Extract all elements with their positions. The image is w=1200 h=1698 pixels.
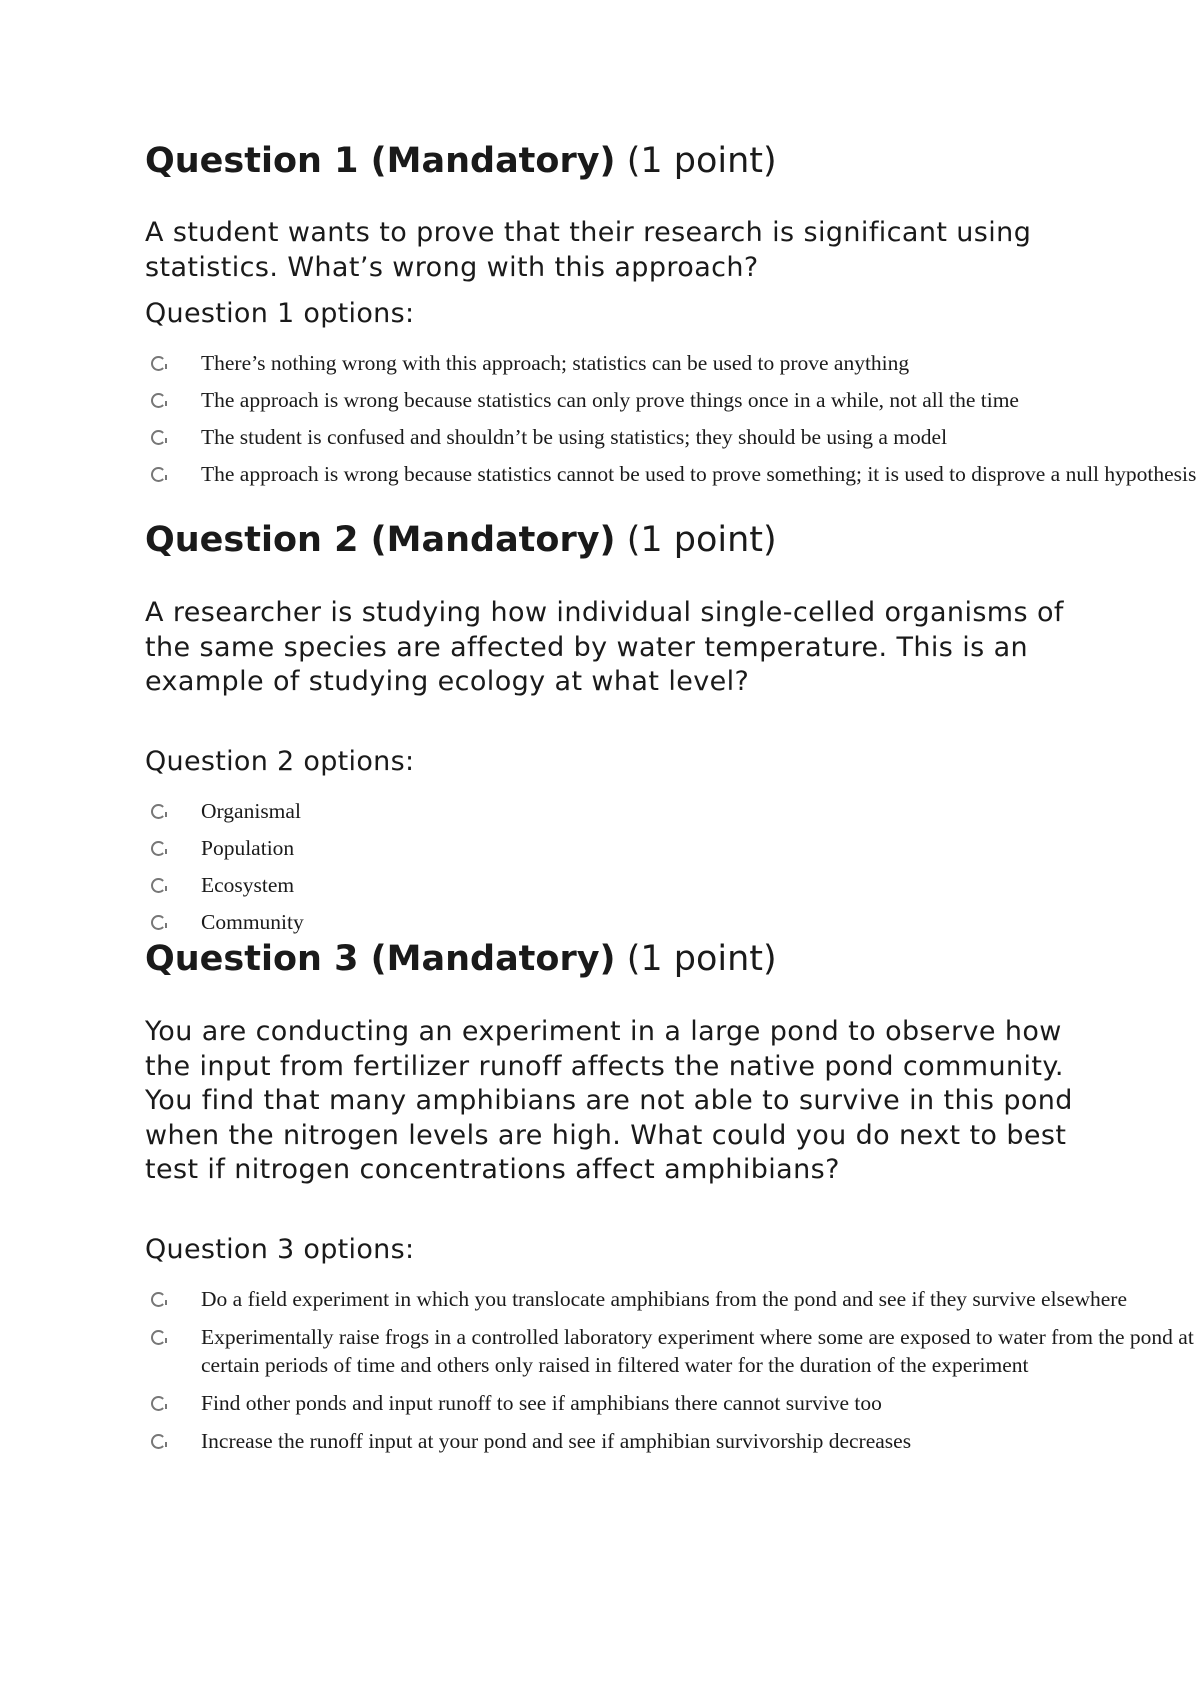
question-1-points: (1 point) [626, 141, 777, 181]
question-2-prompt: A researcher is studying how individual single-celled organisms of the same species are affected by water temperature. This is an example of studying ecology at what level? [145, 597, 1064, 697]
question-2-heading [145, 519, 777, 561]
question-1-heading [145, 140, 777, 182]
question-3-heading [145, 938, 777, 980]
question-1-option-1[interactable] [145, 349, 1200, 377]
option-label: Find other ponds and input runoff to see if amphibians there cannot survive too [201, 1391, 882, 1415]
radio-button-icon[interactable] [151, 878, 166, 893]
option-label: Increase the runoff input at your pond and see if amphibian survivorship decreases [201, 1429, 912, 1453]
option-label: Population [201, 836, 295, 860]
question-2-points: (1 point) [626, 520, 777, 560]
radio-button-icon[interactable] [151, 356, 166, 371]
question-1-prompt: A student wants to prove that their research is significant using statistics. What’s wrong with this approach? [145, 217, 1032, 283]
question-2-option-1[interactable] [145, 797, 1200, 825]
option-label: Experimentally raise frogs in a controlled laboratory experiment where some are exposed to water from the pond at certain periods of time and others only raised in filtered water for the duration of the experiment [201, 1325, 1194, 1377]
question-2-option-3[interactable] [145, 871, 1200, 899]
radio-button-icon[interactable] [151, 1292, 166, 1307]
question-3-points: (1 point) [626, 939, 777, 979]
question-1-option-4[interactable] [145, 460, 1200, 488]
question-1-title: Question 1 (Mandatory) [145, 141, 616, 181]
question-3-options [145, 1285, 1200, 1455]
option-label: Community [201, 910, 304, 934]
option-label: Do a field experiment in which you translocate amphibians from the pond and see if they survive elsewhere [201, 1287, 1128, 1311]
radio-button-icon[interactable] [151, 393, 166, 408]
question-1-option-2[interactable] [145, 386, 1200, 414]
radio-button-icon[interactable] [151, 804, 166, 819]
question-2-option-4[interactable] [145, 908, 1200, 936]
question-2-options [145, 797, 1200, 936]
radio-button-icon[interactable] [151, 1434, 166, 1449]
radio-button-icon[interactable] [151, 1330, 166, 1345]
radio-button-icon[interactable] [151, 467, 166, 482]
radio-button-icon[interactable] [151, 915, 166, 930]
radio-button-icon[interactable] [151, 841, 166, 856]
question-2-option-2[interactable] [145, 834, 1200, 862]
option-label: Organismal [201, 799, 301, 823]
question-1-options-label: Question 1 options: [145, 298, 415, 329]
question-3-option-1[interactable] [145, 1285, 1200, 1313]
radio-button-icon[interactable] [151, 430, 166, 445]
question-3-option-3[interactable] [145, 1389, 1200, 1417]
question-3-options-label: Question 3 options: [145, 1234, 415, 1265]
option-label: Ecosystem [201, 873, 295, 897]
question-3-prompt: You are conducting an experiment in a large pond to observe how the input from fertilizer runoff affects the native pond community. You find that many amphibians are not able to survive in this pond when the nitrogen levels are high. What could you do next to best test if nitrogen concentrations affect amphibians? [145, 1016, 1073, 1185]
question-3-title: Question 3 (Mandatory) [145, 939, 616, 979]
question-3-option-2[interactable] [145, 1323, 1200, 1379]
option-label: There’s nothing wrong with this approach; statistics can be used to prove anything [201, 351, 910, 375]
option-label: The approach is wrong because statistics can only prove things once in a while, not all the time [201, 388, 1019, 412]
question-2-options-label: Question 2 options: [145, 746, 415, 777]
question-1-options [145, 349, 1200, 488]
option-label: The student is confused and shouldn’t be using statistics; they should be using a model [201, 425, 948, 449]
question-1-option-3[interactable] [145, 423, 1200, 451]
option-label: The approach is wrong because statistics cannot be used to prove something; it is used to disprove a null hypothesis [201, 462, 1197, 486]
radio-button-icon[interactable] [151, 1396, 166, 1411]
question-3-option-4[interactable] [145, 1427, 1200, 1455]
question-2-title: Question 2 (Mandatory) [145, 520, 616, 560]
